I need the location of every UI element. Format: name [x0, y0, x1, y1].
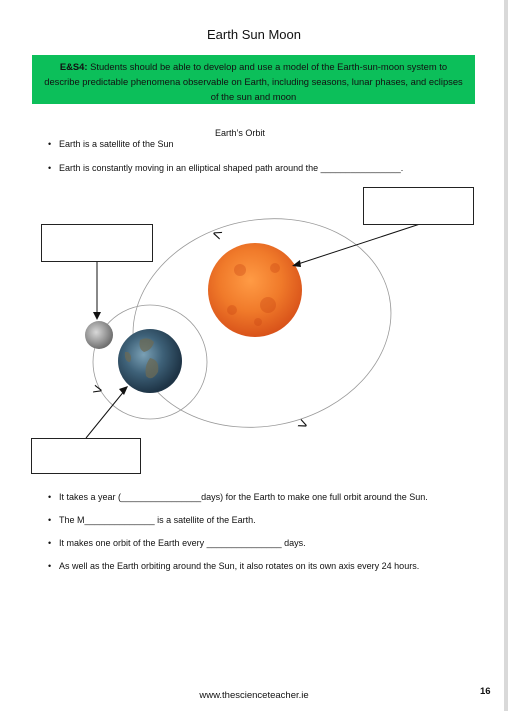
intro-bullet-list — [46, 138, 403, 186]
list-item: • As well as the Earth orbiting around the Sun, it also rotates on its own axis every 24 hours. — [46, 560, 428, 572]
earth-label-box[interactable] — [31, 438, 141, 474]
moon-icon — [85, 321, 113, 349]
orbit-direction-mark: > — [90, 380, 105, 400]
standard-code: E&S4: — [59, 61, 88, 72]
page-number: 16 — [480, 686, 491, 697]
orbit-heading: Earth’s Orbit — [215, 128, 265, 138]
standard-text: Students should be able to develop and use a model of the Earth-sun-moon system to describe predictable phenomena observable on Earth, including seasons, lunar phases, and eclipses of the sun and moon — [44, 61, 463, 102]
list-item: • Earth is a satellite of the Sun — [46, 138, 403, 150]
sun-pointer-line — [295, 224, 420, 265]
list-item: • The M______________ is a satellite of the Earth. — [46, 514, 428, 526]
footer-url: www.thescienceteacher.ie — [199, 690, 309, 701]
list-item: • It takes a year (________________days) for the Earth to make one full orbit around the Sun. — [46, 491, 428, 503]
sun-label-box[interactable] — [363, 187, 474, 225]
list-item: • It makes one orbit of the Earth every _______________ days. — [46, 537, 428, 549]
facts-bullet-list — [46, 491, 428, 583]
earth-pointer-arrowhead — [119, 386, 128, 395]
orbit-direction-mark: < — [209, 225, 225, 245]
orbit-direction-mark: > — [294, 415, 311, 435]
moon-label-box[interactable] — [41, 224, 153, 262]
moon-pointer-arrowhead — [93, 312, 101, 320]
list-item: • Earth is constantly moving in an elliptical shaped path around the ________________. — [46, 162, 403, 174]
page-title: Earth Sun Moon — [207, 27, 301, 42]
learning-standard-box — [32, 55, 475, 104]
